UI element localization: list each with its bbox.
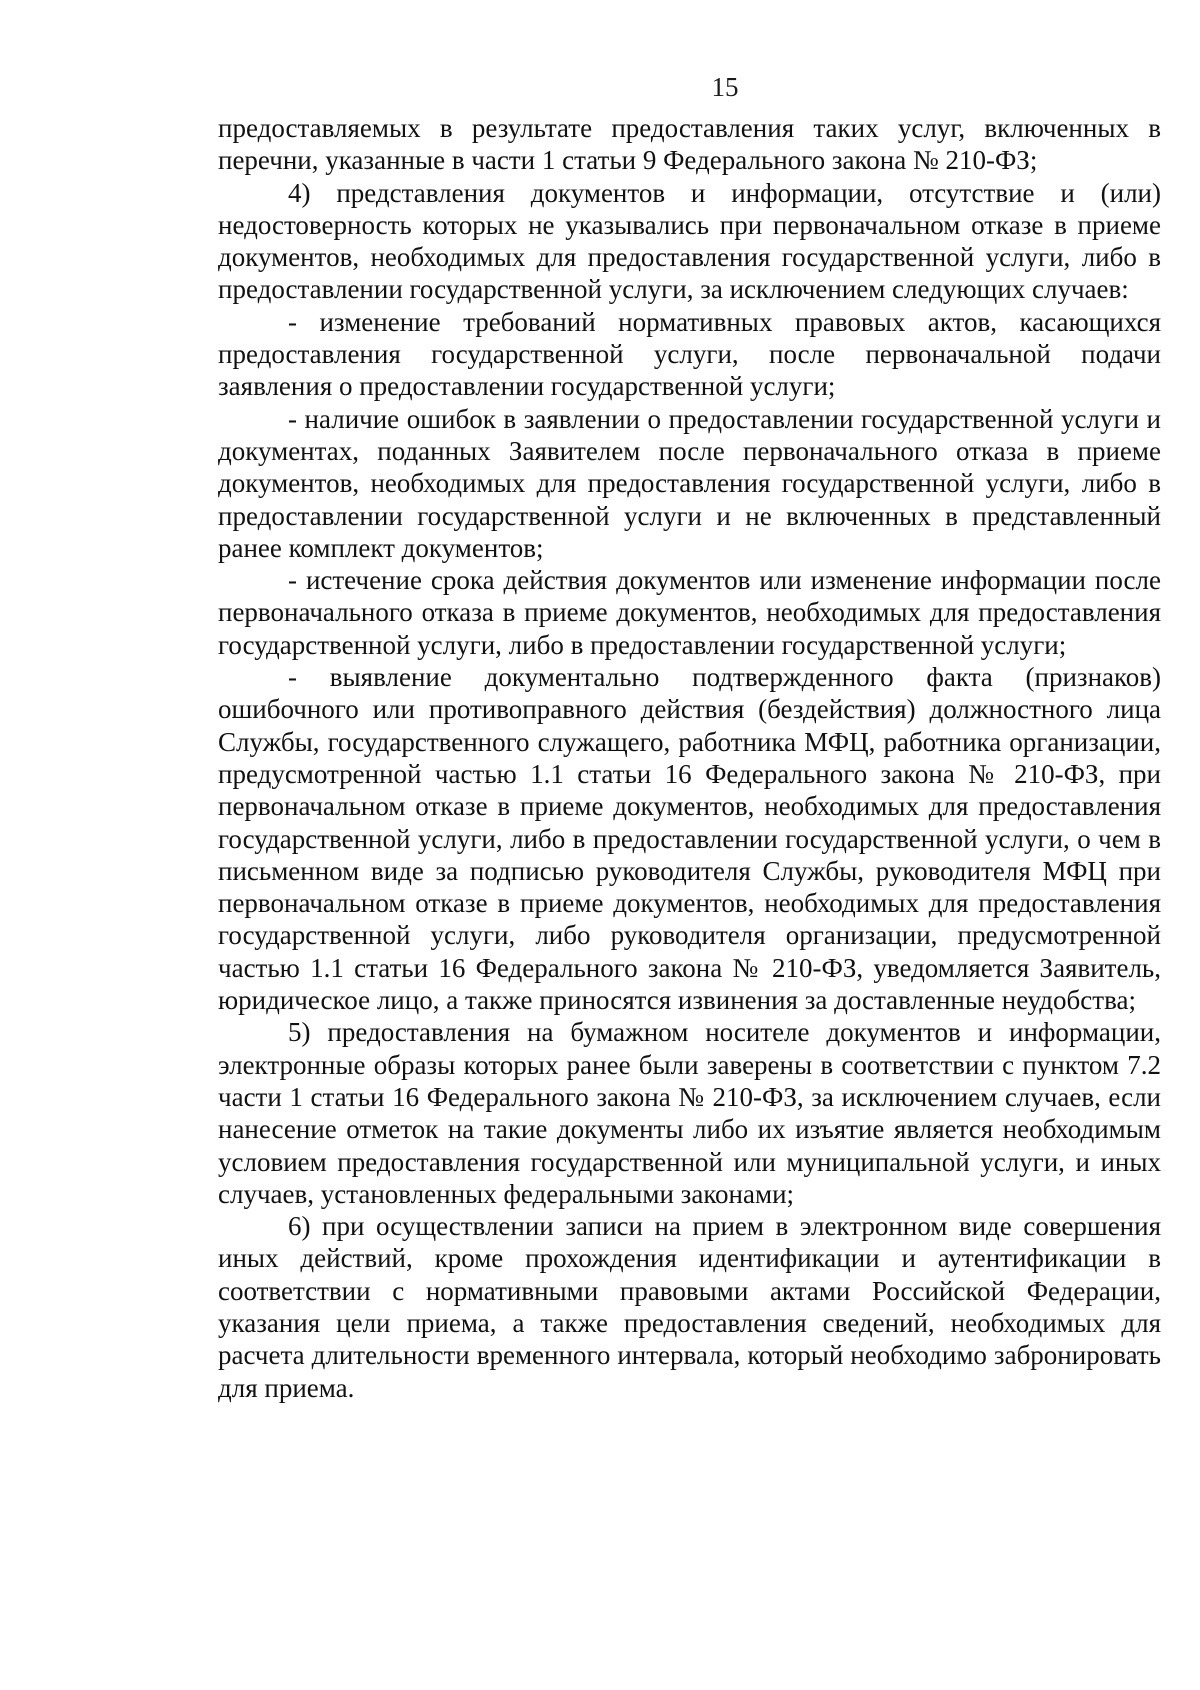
page-number: 15 (711, 72, 739, 102)
paragraph-bullet-expiry: - истечение срока действия документов или изменение информации после первоначального отказа в приеме документов, необходимых для предоставления государственной услуги, либо в предоставлении государственной услуги; (218, 565, 1161, 660)
paragraph-continuation: предоставляемых в результате предоставления таких услуг, включенных в перечни, указанные в части 1 статьи 9 Федерального закона № 210-ФЗ; (218, 113, 1161, 176)
paragraph-bullet-errors: - наличие ошибок в заявлении о предоставлении государственной услуги и документах, поданных Заявителем после первоначального отказа в приеме документов, необходимых для предоставления государственной услуги, либо в предоставлении государственной услуги и не включенных в представленный ранее комплект документов; (218, 403, 1161, 563)
paragraph-item-6: 6) при осуществлении записи на прием в электронном виде совершения иных действий, кроме прохождения идентификации и аутентификации в соответствии с нормативными правовыми актами Российской Федерации, указания цели приема, а также предоставления сведений, необходимых для расчета длительности временного интервала, который необходимо забронировать для приема. (218, 1211, 1161, 1403)
paragraph-item-5: 5) предоставления на бумажном носителе документов и информации, электронные образы которых ранее были заверены в соответствии с пунктом 7.2 части 1 статьи 16 Федерального закона № 210-ФЗ, за исключением случаев, если нанесение отметок на такие документы либо их изъятие является необходимым условием предоставления государственной или муниципальной услуги, и иных случаев, установленных федеральными законами; (218, 1017, 1161, 1209)
paragraph-item-4: 4) представления документов и информации, отсутствие и (или) недостоверность которых не указывались при первоначальном отказе в приеме документов, необходимых для предоставления государственной услуги, либо в предоставлении государственной услуги, за исключением следующих случаев: (218, 177, 1161, 305)
document-body (218, 112, 1161, 1404)
paragraph-bullet-requirements-change: - изменение требований нормативных правовых актов, касающихся предоставления государственной услуги, после первоначальной подачи заявления о предоставлении государственной услуги; (218, 306, 1161, 402)
paragraph-bullet-misconduct: - выявление документально подтвержденного факта (признаков) ошибочного или противоправного действия (бездействия) должностного лица Службы, государственного служащего, работника МФЦ, работника организации, предусмотренной частью 1.1 статьи 16 Федерального закона № 210-ФЗ, при первоначальном отказе в приеме документов, необходимых для предоставления государственной услуги, либо в предоставлении государственной услуги, о чем в письменном виде за подписью руководителя Службы, руководителя МФЦ при первоначальном отказе в приеме документов, необходимых для предоставления государственной услуги, либо руководителя организации, предусмотренной частью 1.1 статьи 16 Федерального закона № 210-ФЗ, уведомляется Заявитель, юридическое лицо, а также приносятся извинения за доставленные неудобства; (218, 662, 1161, 1016)
